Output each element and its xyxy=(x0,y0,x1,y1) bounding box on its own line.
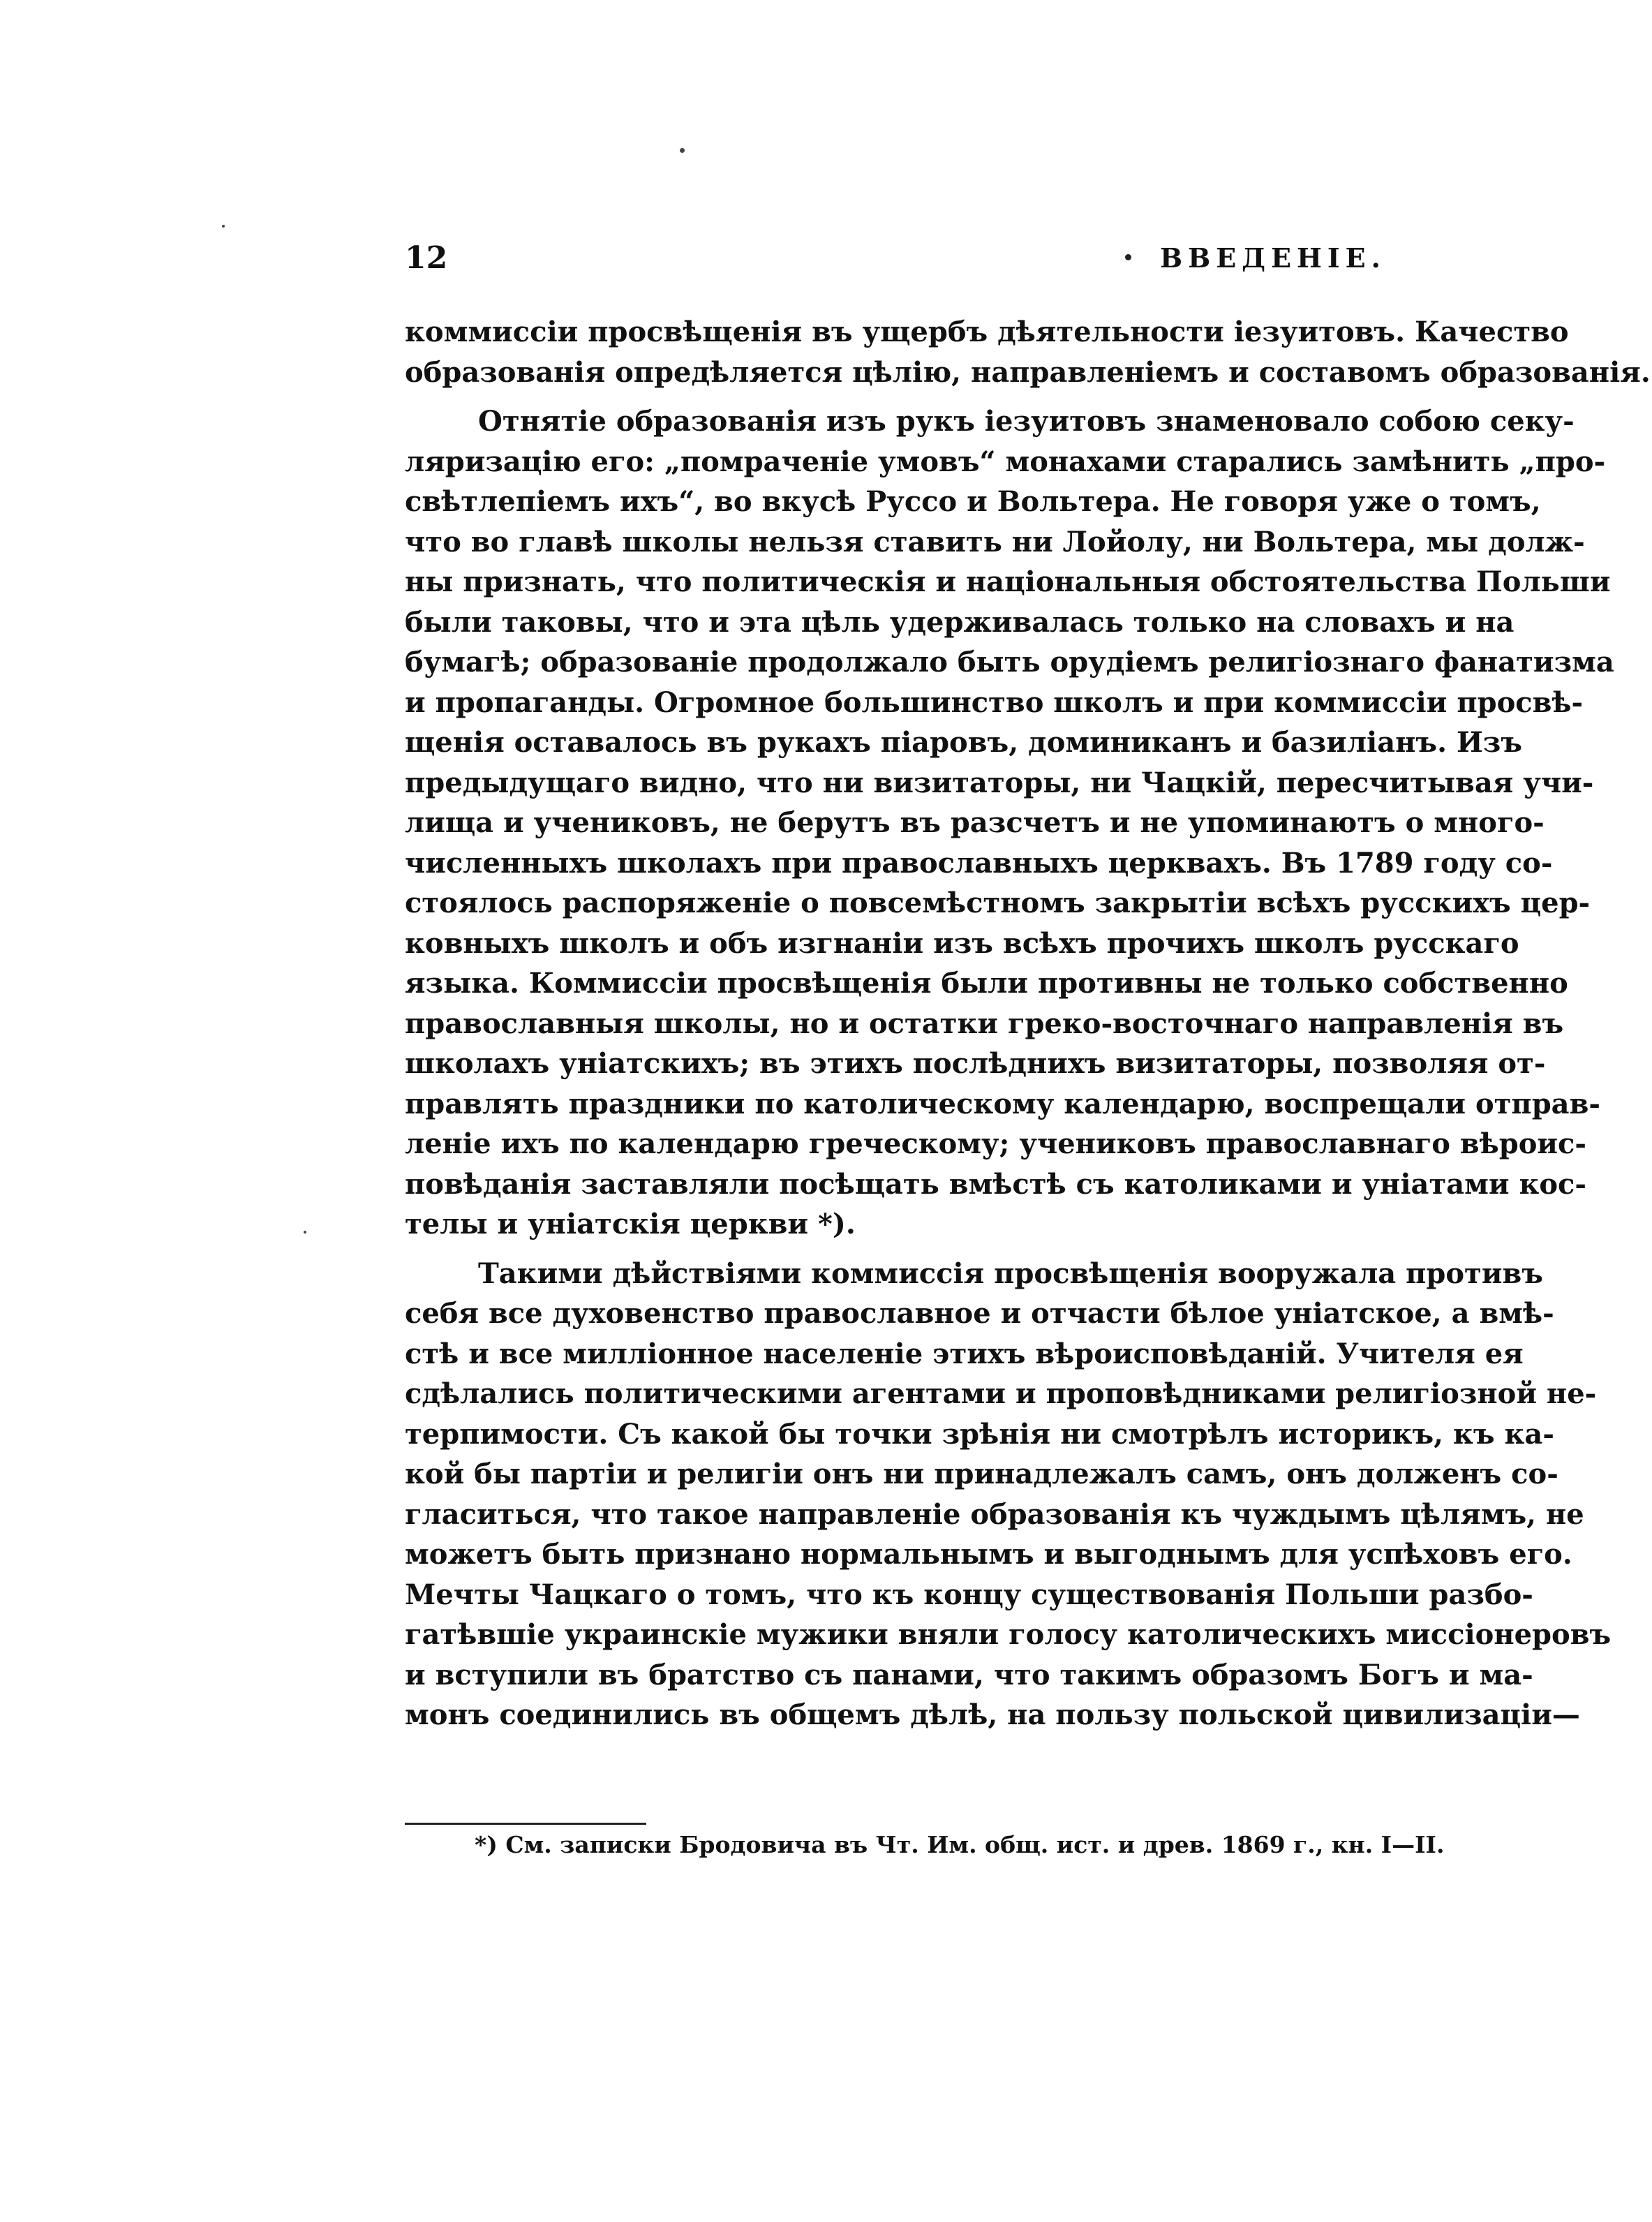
paragraph xyxy=(405,312,1651,392)
text-line: повѣданія заставляли посѣщать вмѣстѣ съ католиками и уніатами кос- xyxy=(405,1167,1587,1201)
text-line: предыдущаго видно, что ни визитаторы, ни Чацкій, пересчитывая учи- xyxy=(405,766,1594,799)
text-line: православныя школы, но и остатки греко-восточнаго направленія въ xyxy=(405,1007,1564,1040)
text-line: телы и уніатскія церкви *). xyxy=(405,1208,856,1240)
text-line: стѣ и все милліонное населеніе этихъ вѣроисповѣданій. Учителя ея xyxy=(405,1337,1524,1370)
text-line: ковныхъ школъ и объ изгнаніи изъ всѣхъ прочихъ школъ русскаго xyxy=(405,926,1519,960)
text-line: Мечты Чацкаго о томъ, что къ концу существованія Польши разбо- xyxy=(405,1578,1533,1611)
text-line: бумагѣ; образованіе продолжало быть орудіемъ религіознаго фанатизма xyxy=(405,646,1614,679)
text-line: кой бы партіи и религіи онъ ни принадлежалъ самъ, онъ долженъ со- xyxy=(405,1458,1558,1490)
scan-speck xyxy=(680,148,685,153)
scan-speck xyxy=(222,225,225,228)
text-line: стоялось распоряженіе о повсемѣстномъ закрытіи всѣхъ русскихъ цер- xyxy=(405,887,1591,919)
text-line: ны признать, что политическія и національныя обстоятельства Польши xyxy=(405,565,1611,598)
text-line: школахъ уніатскихъ; въ этихъ послѣднихъ визитаторы, позволяя от- xyxy=(405,1047,1546,1080)
text-line: гласиться, что такое направленіе образованія къ чуждымъ цѣлямъ, не xyxy=(405,1497,1584,1531)
text-line: ляризацію его: „помраченіе умовъ“ монахами старались замѣнить „про- xyxy=(405,445,1606,478)
footnote: *) См. записки Бродовича въ Чт. Им. общ. ист. и древ. 1869 г., кн. I—II. xyxy=(475,1831,1445,1858)
text-line: щенія оставалось въ рукахъ піаровъ, доминиканъ и базиліанъ. Изъ xyxy=(405,726,1522,759)
text-line: терпимости. Съ какой бы точки зрѣнія ни смотрѣлъ историкъ, къ ка- xyxy=(405,1417,1554,1451)
footnote-rule xyxy=(405,1823,646,1825)
text-line: численныхъ школахъ при православныхъ церквахъ. Въ 1789 году со- xyxy=(405,846,1553,880)
paragraph-gap xyxy=(405,1245,1410,1254)
paragraph-gap xyxy=(405,392,1410,401)
text-line: что во главѣ школы нельзя ставить ни Лойолу, ни Вольтера, мы долж- xyxy=(405,525,1585,558)
text-line: и пропаганды. Огромное большинство школъ и при коммиссіи просвѣ- xyxy=(405,686,1584,719)
text-line: языка. Коммиссіи просвѣщенія были противны не только собственно xyxy=(405,967,1568,1000)
scan-speck xyxy=(304,1231,306,1234)
text-line: монъ соединились въ общемъ дѣлѣ, на пользу польской цивилизаціи— xyxy=(405,1698,1580,1731)
text-line: Такими дѣйствіями коммиссія просвѣщенія вооружала противъ xyxy=(478,1257,1543,1290)
header-dot xyxy=(1125,254,1131,260)
text-line: правлять праздники по католическому календарю, воспрещали отправ- xyxy=(405,1087,1600,1120)
text-line: Отнятіе образованія изъ рукъ іезуитовъ знаменовало собою секу- xyxy=(478,405,1575,438)
text-line: сдѣлались политическими агентами и проповѣдниками религіозной не- xyxy=(405,1377,1597,1410)
text-line: коммиссіи просвѣщенія въ ущербъ дѣятельности іезуитовъ. Качество xyxy=(405,316,1569,348)
text-line: были таковы, что и эта цѣль удерживалась только на словахъ и на xyxy=(405,605,1515,639)
text-line: гатѣвшіе украинскіе мужики вняли голосу католическихъ миссіонеровъ xyxy=(405,1618,1612,1651)
page-header xyxy=(405,237,1410,279)
text-line: себя все духовенство православное и отчасти бѣлое уніатское, а вмѣ- xyxy=(405,1297,1554,1330)
paragraph xyxy=(405,401,1614,1245)
body-text xyxy=(405,312,1651,1735)
page-number: 12 xyxy=(405,240,448,276)
text-line: лища и учениковъ, не берутъ въ разсчетъ и не упоминаютъ о много- xyxy=(405,806,1545,839)
text-line: леніе ихъ по календарю греческому; учениковъ православнаго вѣроис- xyxy=(405,1127,1587,1160)
paragraph xyxy=(405,1254,1612,1735)
text-line: можетъ быть признано нормальнымъ и выгоднымъ для успѣховъ его. xyxy=(405,1538,1572,1571)
running-head: ВВЕДЕНІЕ. xyxy=(1160,242,1386,274)
text-line: образованія опредѣляется цѣлію, направленіемъ и составомъ образованія. xyxy=(405,355,1651,389)
text-line: и вступили въ братство съ панами, что такимъ образомъ Богъ и ма- xyxy=(405,1658,1533,1691)
text-line: свѣтлепіемъ ихъ“, во вкусѣ Руссо и Вольтера. Не говоря уже о томъ, xyxy=(405,485,1541,518)
